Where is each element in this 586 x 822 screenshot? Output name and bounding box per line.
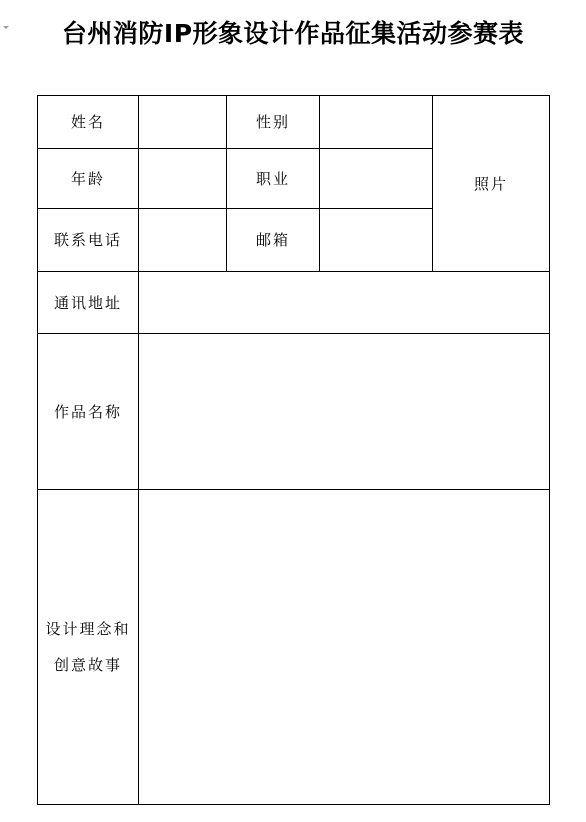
entry-form-table (37, 95, 550, 805)
photo-box[interactable] (433, 96, 550, 272)
name-label: 姓名 (38, 96, 139, 149)
email-label: 邮箱 (227, 209, 320, 272)
form-row-name (38, 96, 550, 149)
concept-field[interactable] (139, 490, 550, 805)
gender-field[interactable] (320, 96, 433, 149)
age-label: 年龄 (38, 149, 139, 209)
address-label: 通讯地址 (38, 272, 139, 334)
page-title: 台州消防IP形象设计作品征集活动参赛表 (61, 19, 525, 48)
age-field[interactable] (139, 149, 227, 209)
form-row-address (38, 272, 550, 334)
phone-field[interactable] (139, 209, 227, 272)
work-title-field[interactable] (139, 334, 550, 490)
name-field[interactable] (139, 96, 227, 149)
form-row-work-title (38, 334, 550, 490)
occupation-label: 职业 (227, 149, 320, 209)
photo-label: 照片 (473, 174, 508, 193)
concept-label-line1: 设计理念和 (45, 620, 131, 638)
concept-label (38, 490, 139, 805)
email-field[interactable] (320, 209, 433, 272)
gender-label: 性别 (227, 96, 320, 149)
work-title-label: 作品名称 (38, 334, 139, 490)
address-field[interactable] (139, 272, 550, 334)
phone-label: 联系电话 (38, 209, 139, 272)
occupation-field[interactable] (320, 149, 433, 209)
concept-label-line2: 创意故事 (53, 656, 122, 674)
form-row-concept (38, 490, 550, 805)
